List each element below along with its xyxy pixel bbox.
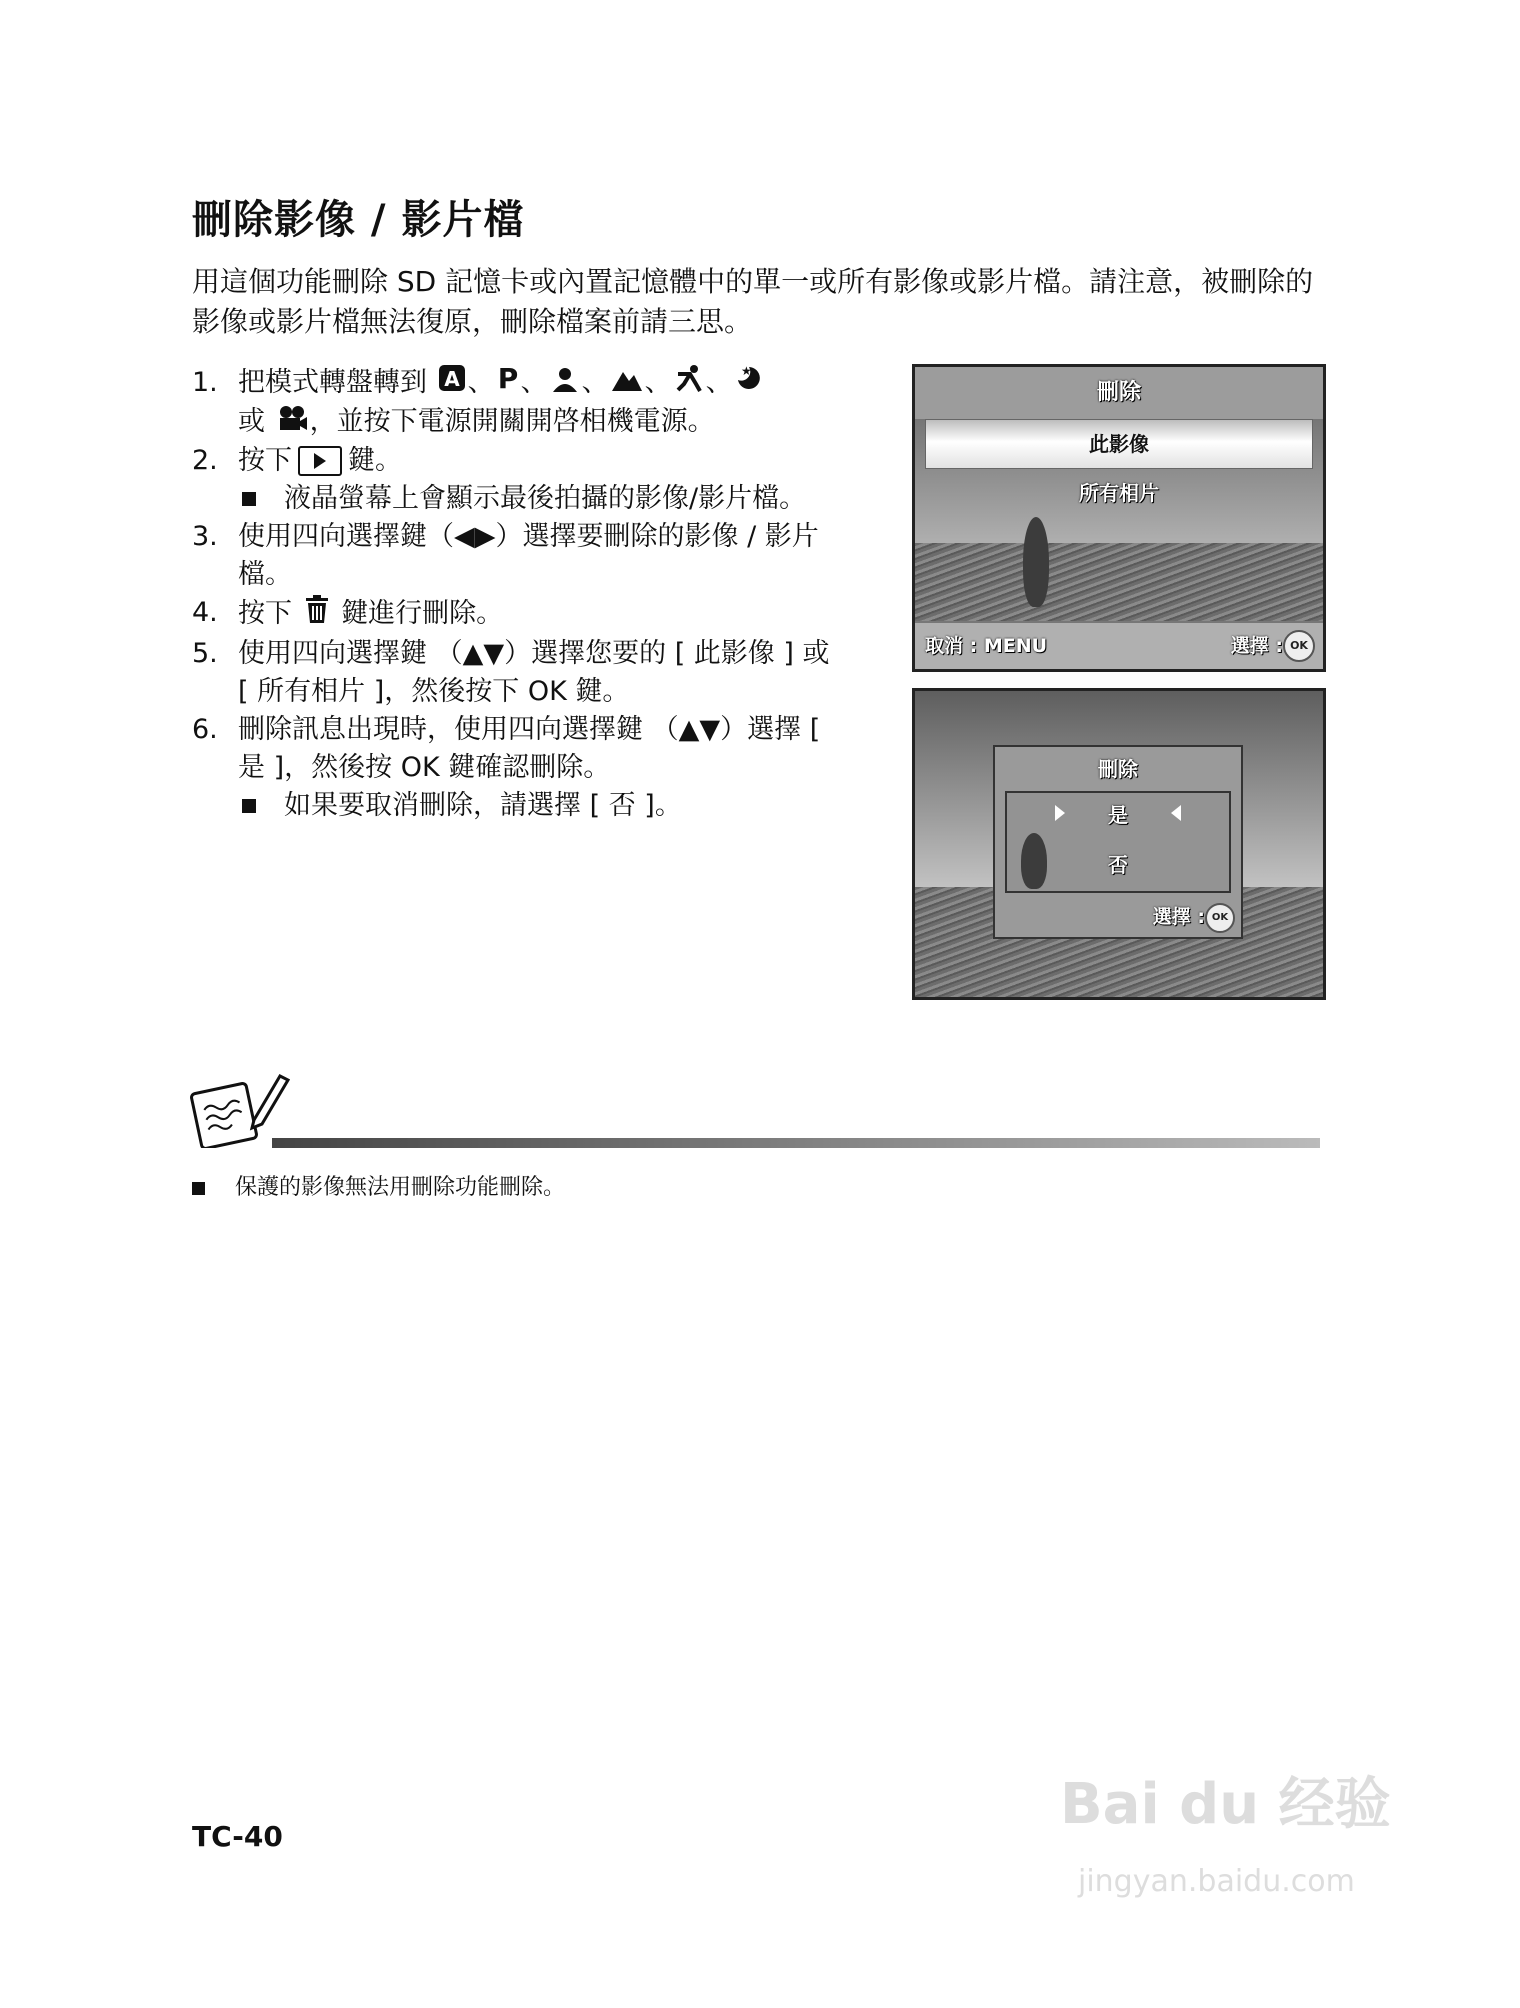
- svg-text:★: ★: [740, 364, 752, 378]
- step-4: 4. 按下 鍵進行刪除。: [192, 594, 832, 635]
- dialog-options: [1005, 791, 1231, 893]
- page-title: 刪除影像 / 影片檔: [192, 197, 525, 243]
- intro-paragraph: 用這個功能刪除 SD 記憶卡或內置記憶體中的單一或所有影像或影片檔。請注意，被刪除的影像或影片檔無法復原，刪除檔案前請三思。: [192, 265, 1314, 338]
- movie-mode-icon: [276, 404, 308, 442]
- svg-text:P: P: [497, 364, 518, 392]
- step-2: 2. 按下 鍵。: [192, 444, 402, 476]
- step-6: 6. 刪除訊息出現時，使用四向選擇鍵 （▲▼）選擇 [ 是 ]，然後按 OK 鍵確認刪除。: [192, 713, 821, 783]
- step-2-bullet: 液晶螢幕上會顯示最後拍攝的影像/影片檔。: [192, 480, 832, 518]
- step-3: 3. 使用四向選擇鍵（◀▶）選擇要刪除的影像 / 影片檔。: [192, 520, 819, 590]
- bullet-square: [242, 799, 256, 813]
- ok-button-icon: OK: [1283, 630, 1315, 662]
- menu-footer: [915, 621, 1323, 669]
- step-6-bullet: 如果要取消刪除，請選擇 [ 否 ]。: [192, 787, 832, 825]
- confirm-dialog: [993, 745, 1243, 939]
- bullet-square: [242, 492, 256, 506]
- select-hint: 選擇 :: [1230, 635, 1283, 657]
- watermark-logo: Bai du 经验: [1060, 1772, 1391, 1837]
- portrait-mode-icon: [550, 365, 580, 403]
- select-hint: 選擇 :: [1152, 906, 1205, 928]
- dialog-title: 刪除: [1098, 757, 1138, 781]
- lcd-screen-delete-menu: [912, 364, 1326, 672]
- note-divider: [272, 1138, 1320, 1148]
- menu-option-this-image[interactable]: 此影像: [925, 419, 1313, 469]
- program-mode-icon: [497, 364, 519, 403]
- menu-option-all-photos[interactable]: 所有相片: [1079, 481, 1159, 505]
- option-yes[interactable]: 是: [1108, 803, 1128, 827]
- auto-mode-icon: [438, 364, 466, 403]
- photo-field: [915, 543, 1323, 623]
- ok-button-icon: OK: [1205, 903, 1235, 933]
- night-mode-icon: [735, 364, 763, 403]
- svg-text:A: A: [443, 367, 460, 391]
- cancel-hint: 取消 : MENU: [925, 635, 1048, 657]
- note-item: 保護的影像無法用刪除功能刪除。: [192, 1170, 565, 1201]
- step-1: 1. 把模式轉盤轉到 A 、 P 、 、 、 、 ★ 或 ，並按下電源開關開啓相機電源。: [192, 364, 832, 442]
- option-no[interactable]: 否: [1108, 853, 1128, 877]
- bullet-square: [192, 1182, 205, 1195]
- watermark-url: jingyan.baidu.com: [1078, 1864, 1355, 1899]
- steps-list: [192, 364, 832, 825]
- photo-tree: [1023, 517, 1049, 607]
- menu-header: 刪除: [915, 367, 1323, 419]
- playback-button-icon: [298, 446, 342, 476]
- page-number: TC-40: [192, 1820, 283, 1853]
- landscape-mode-icon: [611, 365, 643, 403]
- trash-icon: [303, 594, 331, 635]
- lcd-screen-delete-confirm: [912, 688, 1326, 1000]
- arrow-left-icon: [1171, 805, 1181, 821]
- step-5: 5. 使用四向選擇鍵 （▲▼）選擇您要的 [ 此影像 ] 或 [ 所有相片 ]，然後按下 OK 鍵。: [192, 637, 830, 707]
- sports-mode-icon: [674, 364, 704, 403]
